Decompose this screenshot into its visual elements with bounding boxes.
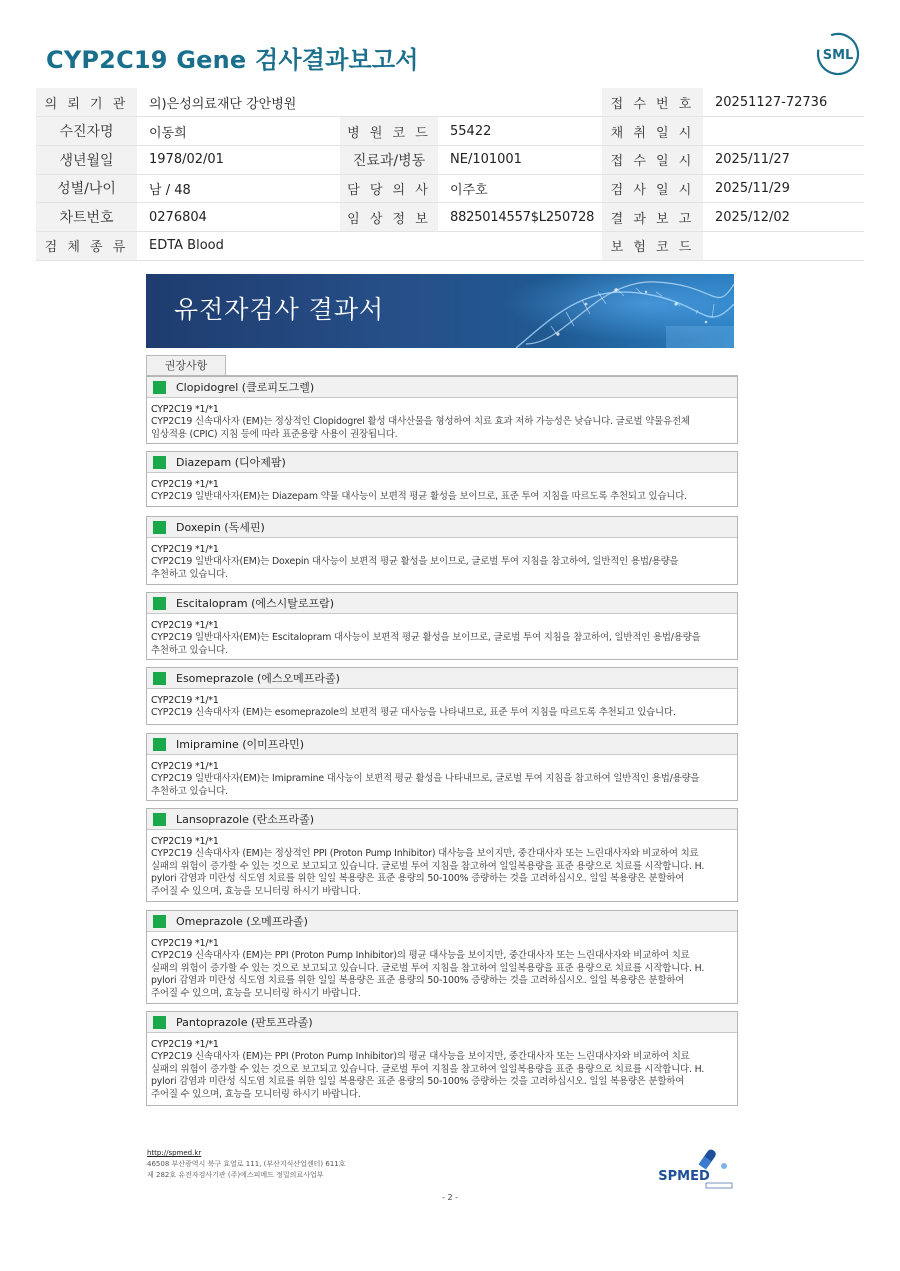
result-banner	[146, 274, 734, 348]
drug-card-header	[147, 734, 737, 755]
value-collect-time	[703, 117, 864, 146]
drug-card-header	[147, 911, 737, 932]
label-sex-age: 성별/나이	[36, 174, 137, 203]
drug-card-header	[147, 517, 737, 538]
label-clinical: 임 상 정 보	[340, 203, 438, 232]
label-receipt-date: 접 수 일 시	[602, 145, 703, 174]
drug-text-line: CYP2C19 신속대사자 (EM)는 정상적인 Clopidogrel 활성 대사산물을 형성하여 치료 효과 저하 가능성은 낮습니다. 글로벌 약물유전체	[151, 416, 690, 428]
drug-card-header	[147, 668, 737, 689]
drug-card-body	[147, 755, 737, 798]
drug-text-line: CYP2C19 신속대사자 (EM)는 PPI (Proton Pump Inhibitor)의 평균 대사능을 보이지만, 중간대사자 또는 느린대사자와 비교하여 치료	[151, 950, 690, 962]
drug-card-body	[147, 473, 737, 504]
value-insurance	[703, 231, 864, 260]
drug-name: Escitalopram (에스시탈로프람)	[176, 597, 335, 610]
footer-license: 제 282호 유전자검사기관 (주)에스피메드 정밀의료사업부	[147, 1171, 324, 1179]
page-number: - 2 -	[442, 1193, 458, 1202]
drug-name: Doxepin (독세핀)	[176, 521, 265, 534]
drug-name: Diazepam (디아제팜)	[176, 456, 286, 469]
drug-card-body	[147, 1033, 737, 1101]
drug-card-header	[147, 1012, 737, 1033]
drug-text-line: 실패의 위험이 증가할 수 있는 것으로 보고되고 있습니다. 글로벌 투여 지침을 참고하여 일일복용량을 표준 용량으로 치료를 시작합니다. H.	[151, 860, 705, 872]
drug-text-line: pylori 감염과 미란성 식도염 치료를 위한 일일 복용량은 표준 용량의 50-100% 증량하는 것을 고려하십시오. 일일 복용량은 분할하여	[151, 873, 685, 885]
drug-card-body	[147, 538, 737, 581]
genotype: CYP2C19 *1/*1	[151, 695, 219, 706]
drug-card-body	[147, 932, 737, 1000]
info-row	[36, 145, 864, 174]
genotype: CYP2C19 *1/*1	[151, 1039, 219, 1050]
value-hospital-code: 55422	[438, 117, 602, 146]
label-name: 수진자명	[36, 117, 137, 146]
drug-text-line: 추천하고 있습니다.	[151, 568, 228, 580]
label-specimen: 검 체 종 류	[36, 231, 137, 260]
drug-name: Esomeprazole (에스오메프라졸)	[176, 672, 340, 685]
info-row	[36, 117, 864, 146]
sml-logo-text: SML	[822, 48, 854, 63]
drug-card	[146, 733, 738, 801]
value-specimen: EDTA Blood	[137, 231, 602, 260]
value-doctor: 이주호	[438, 174, 602, 203]
footer-info	[147, 1148, 346, 1181]
drug-text-line: CYP2C19 신속대사자 (EM)는 PPI (Proton Pump Inhibitor)의 평균 대사능을 보이지만, 중간대사자 또는 느린대사자와 비교하여 치료	[151, 1051, 690, 1063]
label-collect-time: 채 취 일 시	[602, 117, 703, 146]
drug-text-line: 주어질 수 있으며, 효능을 모니터링 하시기 바랍니다.	[151, 885, 361, 897]
genotype: CYP2C19 *1/*1	[151, 836, 219, 847]
value-test-date: 2025/11/29	[703, 174, 864, 203]
label-hospital-code: 병 원 코 드	[340, 117, 438, 146]
spmed-logo-text: SPMED	[658, 1169, 710, 1184]
info-row	[36, 88, 864, 117]
green-square-icon	[153, 1016, 166, 1029]
footer-link[interactable]: http://spmed.kr	[147, 1149, 202, 1157]
info-row	[36, 231, 864, 260]
drug-card-body	[147, 830, 737, 898]
drug-card	[146, 1011, 738, 1106]
genotype: CYP2C19 *1/*1	[151, 620, 219, 631]
drug-name: Omeprazole (오메프라졸)	[176, 915, 308, 928]
label-insurance: 보 험 코 드	[602, 231, 703, 260]
drug-text-line: 추천하고 있습니다.	[151, 785, 228, 797]
value-institution: 의)은성의료재단 강안병원	[137, 88, 602, 117]
green-square-icon	[153, 456, 166, 469]
drug-card	[146, 451, 738, 507]
green-square-icon	[153, 672, 166, 685]
value-receipt-no: 20251127-72736	[703, 88, 864, 117]
drug-card	[146, 592, 738, 660]
value-result-date: 2025/12/02	[703, 203, 864, 232]
drug-text-line: pylori 감염과 미란성 식도염 치료를 위한 일일 복용량은 표준 용량의 50-100% 증량하는 것을 고려하십시오. 일일 복용량은 분할하여	[151, 1076, 685, 1088]
value-receipt-date: 2025/11/27	[703, 145, 864, 174]
green-square-icon	[153, 521, 166, 534]
green-square-icon	[153, 738, 166, 751]
drug-text-line: 추천하고 있습니다.	[151, 644, 228, 656]
genotype: CYP2C19 *1/*1	[151, 544, 219, 555]
drug-card-body	[147, 614, 737, 657]
drug-card	[146, 667, 738, 725]
drug-card	[146, 516, 738, 585]
footer-address: 46508 부산광역시 북구 효열로 111, (부산지식산업센터) 611호	[147, 1160, 346, 1168]
green-square-icon	[153, 381, 166, 394]
drug-name: Lansoprazole (란소프라졸)	[176, 813, 315, 826]
drug-card	[146, 376, 738, 444]
drug-text-line: 임상적용 (CPIC) 지침 등에 따라 표준용량 사용이 권장됩니다.	[151, 428, 398, 440]
drug-name: Pantoprazole (판토프라졸)	[176, 1016, 313, 1029]
genotype: CYP2C19 *1/*1	[151, 761, 219, 772]
sml-logo-icon	[816, 32, 860, 76]
label-doctor: 담 당 의 사	[340, 174, 438, 203]
drug-text-line: 주어질 수 있으며, 효능을 모니터링 하시기 바랍니다.	[151, 1088, 361, 1100]
drug-text-line: 실패의 위험이 증가할 수 있는 것으로 보고되고 있습니다. 글로벌 투여 지침을 참고하여 일일복용량을 표준 용량으로 치료를 시작합니다. H.	[151, 962, 705, 974]
genotype: CYP2C19 *1/*1	[151, 938, 219, 949]
banner-title: 유전자검사 결과서	[174, 295, 385, 324]
green-square-icon	[153, 597, 166, 610]
report-title: CYP2C19 Gene 검사결과보고서	[46, 46, 419, 74]
drug-text-line: 실패의 위험이 증가할 수 있는 것으로 보고되고 있습니다. 글로벌 투여 지침을 참고하여 일일복용량을 표준 용량으로 치료를 시작합니다. H.	[151, 1063, 705, 1075]
value-sex-age: 남 / 48	[137, 174, 340, 203]
drug-text-line: CYP2C19 신속대사자 (EM)는 정상적인 PPI (Proton Pump Inhibitor) 대사능을 보이지만, 중간대사자 또는 느린대사자와 비교하여 치료	[151, 848, 699, 860]
label-chart-no: 차트번호	[36, 203, 137, 232]
drug-text-line: CYP2C19 일반대사자(EM)는 Imipramine 대사능이 보편적 평균 활성을 나타내므로, 글로벌 투여 지침을 참고하여 일반적인 용법/용량을	[151, 773, 700, 785]
drug-name: Clopidogrel (클로피도그렐)	[176, 381, 315, 394]
label-result-date: 결 과 보 고	[602, 203, 703, 232]
drug-text-line: CYP2C19 일반대사자(EM)는 Doxepin 대사능이 보편적 평균 활성을 보이므로, 글로벌 투여 지침을 참고하여, 일반적인 용법/용량을	[151, 556, 679, 568]
value-dept: NE/101001	[438, 145, 602, 174]
drug-text-line: CYP2C19 신속대사자 (EM)는 esomeprazole의 보편적 평균 대사능을 나타내므로, 표준 투여 지침을 따르도록 추천되고 있습니다.	[151, 707, 676, 719]
drug-card-header	[147, 377, 737, 398]
green-square-icon	[153, 813, 166, 826]
spmed-logo-icon	[650, 1146, 734, 1190]
value-clinical: 8825014557$L250728	[438, 203, 602, 232]
value-name: 이동희	[137, 117, 340, 146]
value-birth: 1978/02/01	[137, 145, 340, 174]
drug-card-body	[147, 398, 737, 441]
patient-info-table	[36, 88, 864, 261]
label-test-date: 검 사 일 시	[602, 174, 703, 203]
drug-card-body	[147, 689, 737, 720]
info-row	[36, 203, 864, 232]
drug-card-header	[147, 593, 737, 614]
drug-card-header	[147, 452, 737, 473]
label-institution: 의 뢰 기 관	[36, 88, 137, 117]
drug-card-header	[147, 809, 737, 830]
drug-text-line: pylori 감염과 미란성 식도염 치료를 위한 일일 복용량은 표준 용량의 50-100% 증량하는 것을 고려하십시오. 일일 복용량은 분할하여	[151, 975, 685, 987]
drug-text-line: CYP2C19 일반대사자(EM)는 Diazepam 약물 대사능이 보편적 평균 활성을 보이므로, 표준 투여 지침을 따르도록 추천되고 있습니다.	[151, 491, 688, 503]
label-birth: 생년월일	[36, 145, 137, 174]
info-row	[36, 174, 864, 203]
drug-text-line: CYP2C19 일반대사자(EM)는 Escitalopram 대사능이 보편적 평균 활성을 보이므로, 글로벌 투여 지침을 참고하여, 일반적인 용법/용량을	[151, 632, 701, 644]
label-receipt-no: 접 수 번 호	[602, 88, 703, 117]
value-chart-no: 0276804	[137, 203, 340, 232]
green-square-icon	[153, 915, 166, 928]
tab-recommendation[interactable]: 권장사항	[146, 355, 226, 376]
genotype: CYP2C19 *1/*1	[151, 479, 219, 490]
genotype: CYP2C19 *1/*1	[151, 404, 219, 415]
label-dept: 진료과/병동	[340, 145, 438, 174]
drug-card	[146, 910, 738, 1004]
drug-name: Imipramine (이미프라민)	[176, 738, 304, 751]
drug-text-line: 주어질 수 있으며, 효능을 모니터링 하시기 바랍니다.	[151, 987, 361, 999]
drug-card	[146, 808, 738, 902]
